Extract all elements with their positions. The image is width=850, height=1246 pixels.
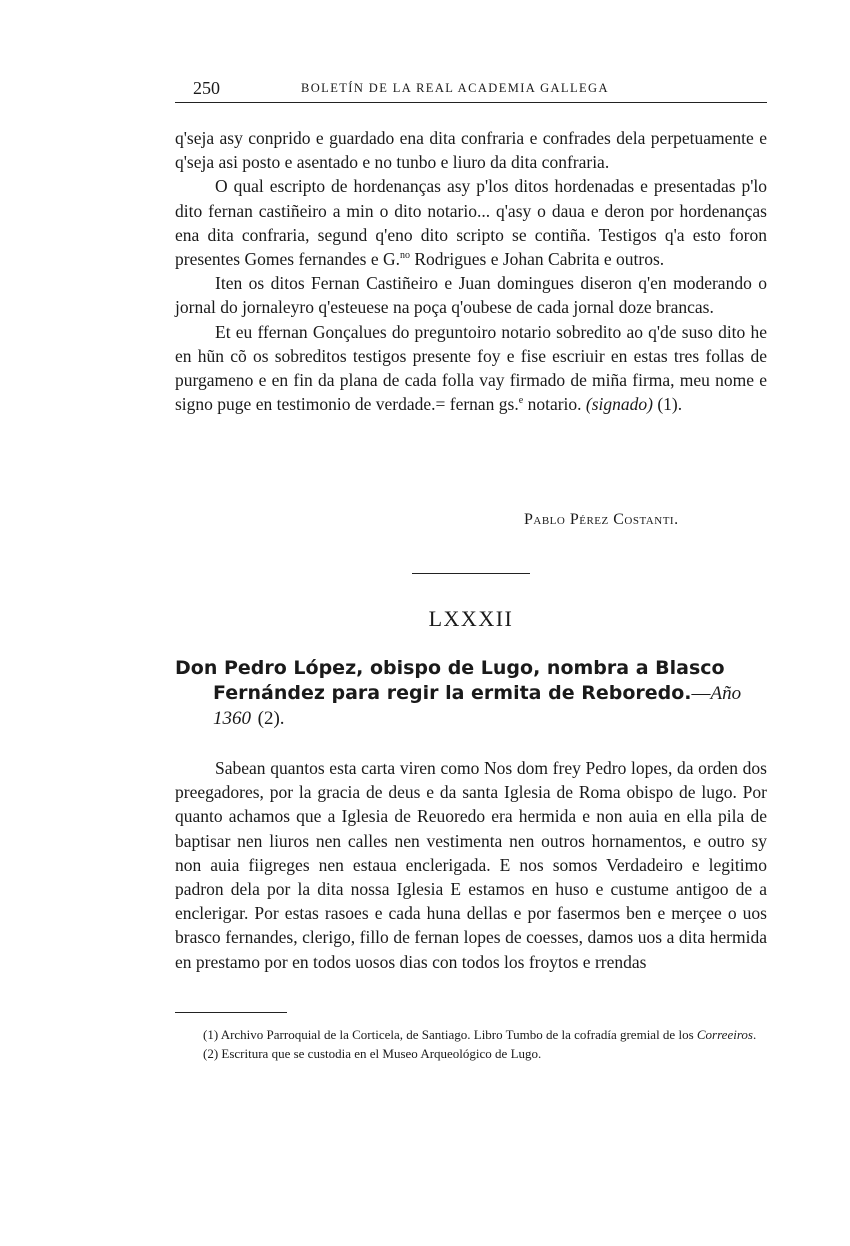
paragraph: q'seja asy conprido e guardado ena dita confraria e confrades dela perpetuamente e q'seja asi posto e asentado e no tunbo e liuro da dita confraria. xyxy=(175,128,767,173)
paragraph: Iten os ditos Fernan Castiñeiro e Juan domingues diseron q'en moderando o jornal do jornaleyro q'esteuese na poça q'oubese de cada jornal doze brancas. xyxy=(175,273,767,318)
paragraph: Sabean quantos esta carta viren como Nos dom frey Pedro lopes, da orden dos preegadores, por la gracia de deus e da santa Iglesia de Roma obispo de lugo. Por quanto achamos que a Iglesia de Reuoredo era hermida e non auia en ella pila de baptisar nen liuros nen calles nen vestimenta nen outros hornamentos, e outro sy non auia fiigreges nen estaua enclerigada. E nos somos Verdadeiro e legitimo padron dela por la dita nossa Iglesia E estamos en huso e custume antigoo de a enclerigar. Por estas rasoes e cada huna dellas e por fasermos ben e merçee o uos brasco fernandes, clerigo, fillo de fernan lopes de coesses, damos uos a dita hermida en prestamo por en todos uosos dias con todos los froytos e rrendas xyxy=(175,758,767,972)
page-header xyxy=(175,76,767,103)
document-numeral: LXXXII xyxy=(428,606,514,631)
section-divider xyxy=(412,573,530,574)
footnote-divider xyxy=(175,1012,287,1013)
superscript: e xyxy=(518,395,524,407)
footnote-1: (1) Archivo Parroquial de la Corticela, de Santiago. Libro Tumbo de la cofradía gremial de los Correeiros. xyxy=(203,1027,757,1042)
footnote-2: (2) Escritura que se custodia en el Museo Arqueológico de Lugo. xyxy=(203,1046,542,1061)
paragraph: O qual escripto de hordenanças asy p'los ditos hordenadas e presentadas p'lo dito fernan castiñeiro a min o dito notario... q'asy o daua e deron por hordenanças ena dita confraria, segund q'eno dito scripto se contiña. Testigos q'a esto foron presentes Gomes fernandes e G.$^{no}$ Rodrigues e Johan Cabrita e outros. xyxy=(175,176,767,270)
page-number: 250 xyxy=(193,78,220,98)
author-signature: Pablo Pérez Costanti. xyxy=(524,511,679,528)
document-title: Don Pedro López, obispo de Lugo, nombra a Blasco Fernández para regir la ermita de Reboredo.—Año 1360 (2). xyxy=(175,657,742,729)
running-title: BOLETÍN DE LA REAL ACADEMIA GALLEGA xyxy=(301,81,609,95)
paragraph: Et eu ffernan Gonçalues do preguntoiro notario sobredito ao q'de suso dito he en hũn cõ os sobreditos testigos presente foy e fise escriuir en estas tres follas de purgameno e en fin da plana de cada folla vay firmado de miña firma, meu nome e signo puge en testimonio de verdade.= fernan gs.$^e$ notario. (signado) (1). xyxy=(175,321,767,415)
document-lxxxi-text xyxy=(175,126,767,416)
footnotes xyxy=(175,1025,769,1063)
document-lxxxii-text xyxy=(175,756,767,974)
signado-note: (signado) xyxy=(585,394,653,415)
superscript: no xyxy=(400,250,410,262)
